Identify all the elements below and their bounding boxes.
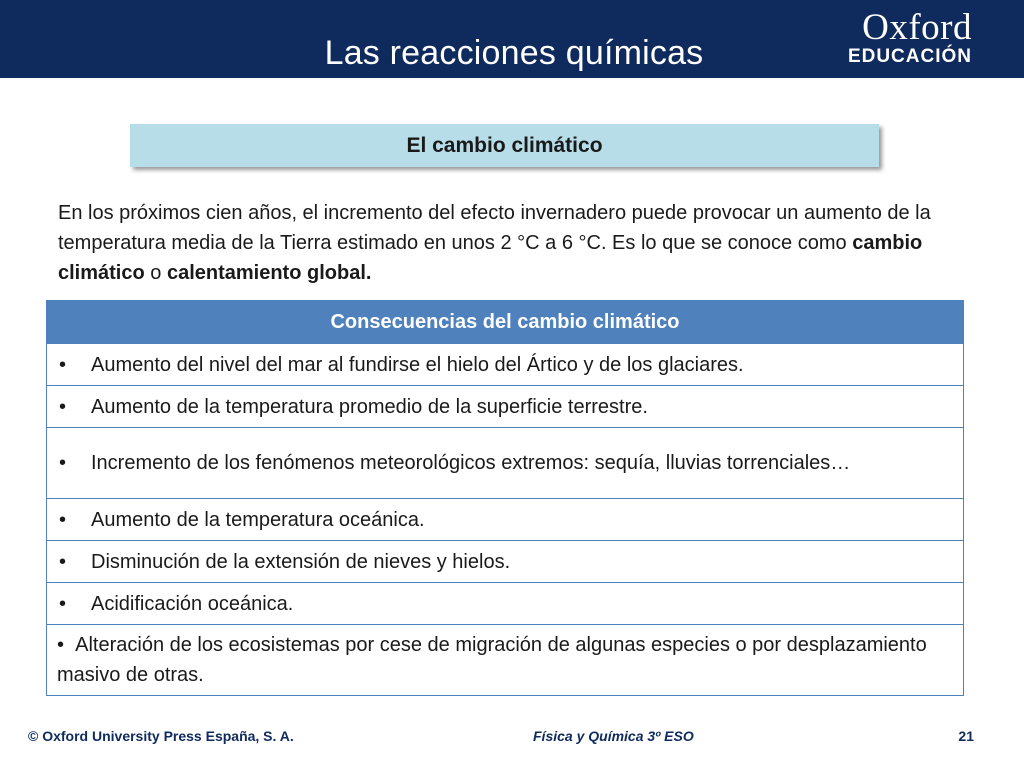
bullet-icon: •	[59, 550, 67, 573]
row-text: Disminución de la extensión de nieves y hielos.	[91, 550, 511, 573]
table-row	[47, 499, 964, 541]
table-row	[47, 583, 964, 625]
table-header: Consecuencias del cambio climático	[47, 301, 964, 344]
footer-copyright: © Oxford University Press España, S. A.	[28, 728, 294, 744]
bullet-icon: •	[59, 353, 67, 376]
header-bar	[0, 0, 1024, 78]
table-row	[47, 428, 964, 499]
section-subtitle-text: El cambio climático	[406, 133, 603, 157]
row-text: Aumento de la temperatura oceánica.	[91, 508, 425, 531]
row-text: Alteración de los ecosistemas por cese de migración de algunas especies o por desplazamiento masivo de otras.	[57, 634, 927, 686]
consequences-table	[46, 300, 964, 696]
bullet-icon: •	[59, 592, 67, 615]
row-text: Aumento de la temperatura promedio de la superficie terrestre.	[91, 395, 648, 418]
row-text: Aumento del nivel del mar al fundirse el hielo del Ártico y de los glaciares.	[91, 353, 744, 376]
logo-oxford-text: Oxford	[862, 7, 972, 48]
intro-paragraph	[58, 198, 958, 288]
footer-page-number: 21	[958, 728, 974, 744]
intro-bold-cambio: cambio climático	[58, 232, 923, 284]
bullet-icon: •	[57, 634, 65, 656]
intro-text-part2: o	[144, 262, 167, 284]
table-row	[47, 344, 964, 386]
bullet-icon: •	[59, 508, 67, 531]
logo-educacion-text: EDUCACIÓN	[847, 46, 972, 67]
intro-text-part1: En los próximos cien años, el incremento del efecto invernadero puede provocar un aumento de la temperatura media de la Tierra estimado en unos 2 °C a 6 °C. Es lo que se conoce como	[58, 202, 931, 254]
section-subtitle	[130, 124, 879, 167]
footer	[0, 724, 1024, 748]
intro-bold-calentamiento: calentamiento global.	[166, 262, 372, 284]
table-row	[47, 386, 964, 428]
bullet-icon: •	[59, 452, 67, 474]
bullet-icon: •	[59, 395, 67, 418]
row-text: Acidificación oceánica.	[91, 592, 294, 615]
oxford-logo	[847, 7, 972, 68]
footer-course: Física y Química 3º ESO	[533, 728, 694, 744]
table-row	[47, 625, 964, 696]
page-title: Las reacciones químicas	[324, 34, 704, 72]
table-row	[47, 541, 964, 583]
row-text: Incremento de los fenómenos meteorológicos extremos: sequía, lluvias torrenciales…	[91, 452, 851, 474]
